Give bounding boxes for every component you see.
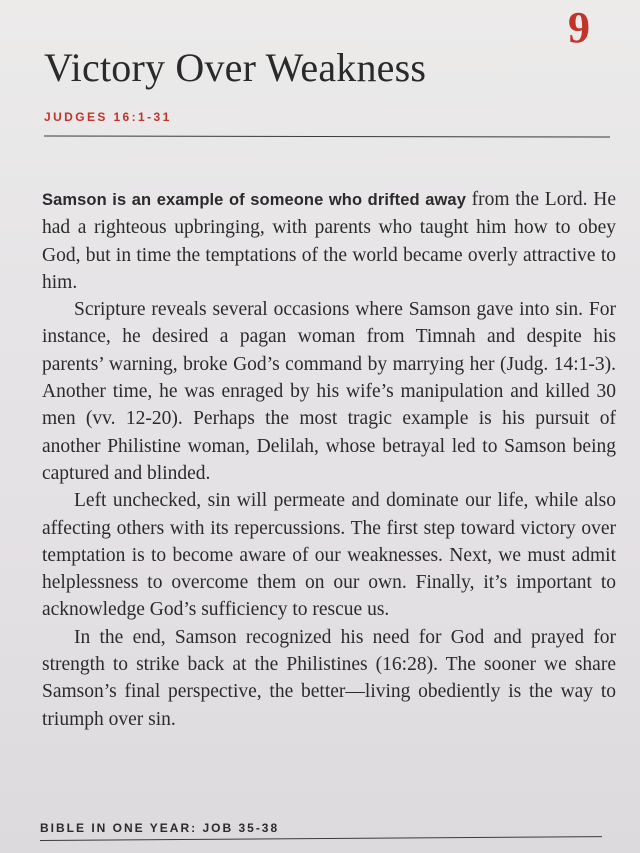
paragraph-1-text: from the Lord. He had a righteous upbringing, with parents who taught him how to obey God, but in time the temptations of the world became overly attractive to him. [42, 189, 616, 293]
paragraph-3: Left unchecked, sin will permeate and dominate our life, while also affecting others with its repercussions. The first step toward victory over temptation is to become aware of our weaknesses. Next, we must admit helplessness to overcome them on our own. Finally, it’s important to acknowledge God’s sufficiency to rescue us. [42, 490, 616, 621]
day-number: 9 [568, 3, 590, 52]
lead-in-text: Samson is an example of someone who drifted away [42, 191, 466, 209]
scripture-reference: JUDGES 16:1-31 [44, 110, 172, 124]
paragraph-1 [42, 186, 616, 296]
devotional-body [42, 186, 616, 733]
paragraph-2: Scripture reveals several occasions where Samson gave into sin. For instance, he desired a pagan woman from Timnah and despite his parents’ warning, broke God’s command by marrying her (Judg. 14:1-3). Another time, he was enraged by his wife’s manipulation and killed 30 men (vv. 12-20). Perhaps the most tragic example is his pursuit of another Philistine woman, Delilah, whose betrayal led to Samson being captured and blinded. [42, 299, 616, 484]
page-title: Victory Over Weakness [44, 45, 427, 90]
paragraph-4: In the end, Samson recognized his need for God and prayed for strength to strike back at the Philistines (16:28). The sooner we share Samson’s final perspective, the better—living obediently is the way to triumph over sin. [42, 626, 616, 730]
header-divider [44, 136, 610, 138]
reading-plan-footer: BIBLE IN ONE YEAR: JOB 35-38 [40, 821, 280, 835]
footer-divider [40, 836, 602, 841]
